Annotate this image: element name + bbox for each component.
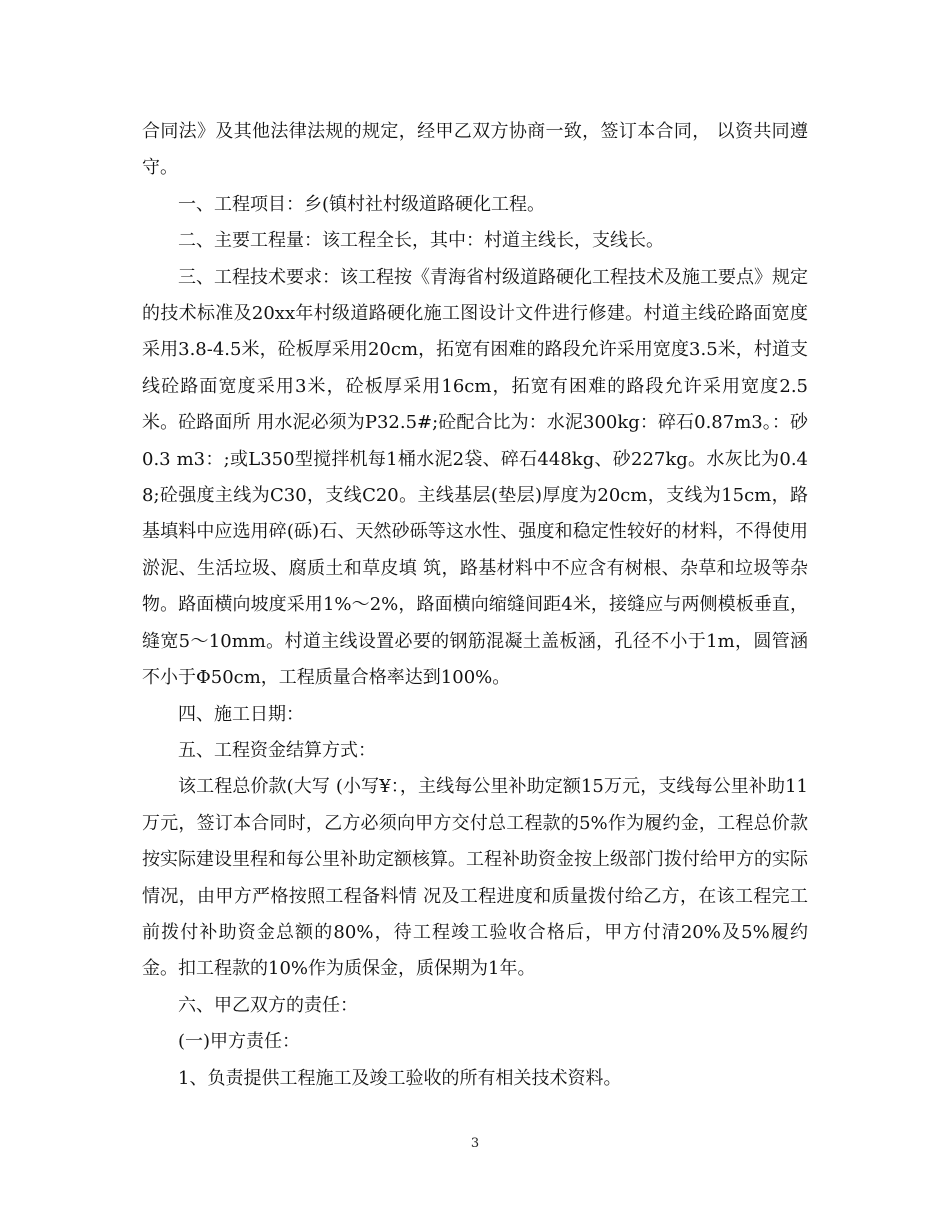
paragraph-settlement-heading: 五、工程资金结算方式： bbox=[178, 739, 376, 761]
paragraph-technical-requirements: 三、工程技术要求：该工程按《青海省村级道路硬化工程技术及施工要点》规定的技术标准及20xx年村级道路硬化施工图设计文件进行修建。村道主线砼路面宽度采用3.8-4.5米，砼板厚采用20cm，拓宽有困难的路段允许采用宽度3.5米，村道支线砼路面宽度采用3米，砼板厚采用16cm，拓宽有困难的路段允许采用宽度2.5米。砼路面所 用水泥必须为P32.5#;砼配合比为：水泥300kg：碎石0.87m3。：砂0.3 m3：;或L350型搅拌机每1桶水泥2袋、碎石448kg、砂227kg。水灰比为0.48;砼强度主线为C30，支线C20。主线基层(垫层)厚度为20cm，支线为15cm，路基填料中应选用碎(砾)石、天然砂砾等这水性、强度和稳定性较好的材料，不得使用淤泥、生活垃圾、腐质土和草皮填 筑，路基材料中不应含有树根、杂草和垃圾等杂物。路面横向坡度采用1%～2%，路面横向缩缝间距4米，接缝应与两侧模板垂直，缝宽5～10mm。村道主线设置必要的钢筋混凝土盖板涵，孔径不小于1m，圆管涵不小于Φ50cm，工程质量合格率达到100%。 bbox=[142, 266, 808, 689]
paragraph-construction-dates: 四、施工日期： bbox=[178, 703, 304, 725]
paragraph-responsibilities-heading: 六、甲乙双方的责任： bbox=[178, 994, 358, 1016]
paragraph-project-item: 一、工程项目：乡(镇村社村级道路硬化工程。 bbox=[178, 193, 546, 215]
paragraph-party-a-item-1: 1、负责提供工程施工及竣工验收的所有相关技术资料。 bbox=[178, 1067, 622, 1089]
paragraph-settlement-details: 该工程总价款(大写 (小写¥：，主线每公里补助定额15万元，支线每公里补助11万元，签订本合同时，乙方必须向甲方交付总工程款的5%作为履约金，工程总价款按实际建设里程和每公里补助定额核算。工程补助资金按上级部门拨付给甲方的实际情况，由甲方严格按照工程备料情 况及工程进度和质量拨付给乙方，在该工程完工前拨付补助资金总额的80%，待工程竣工验收合格后，甲方付清20%及5%履约金。扣工程款的10%作为质保金，质保期为1年。 bbox=[142, 776, 808, 980]
paragraph-main-quantities: 二、主要工程量：该工程全长，其中：村道主线长，支线长。 bbox=[178, 230, 664, 252]
page-number: 3 bbox=[470, 1136, 480, 1151]
paragraph-contract-law-intro: 合同法》及其他法律法规的规定，经甲乙双方协商一致，签订本合同， 以资共同遵守。 bbox=[142, 121, 808, 179]
document-body bbox=[142, 114, 808, 1097]
paragraph-party-a-heading: (一)甲方责任： bbox=[178, 1031, 301, 1053]
